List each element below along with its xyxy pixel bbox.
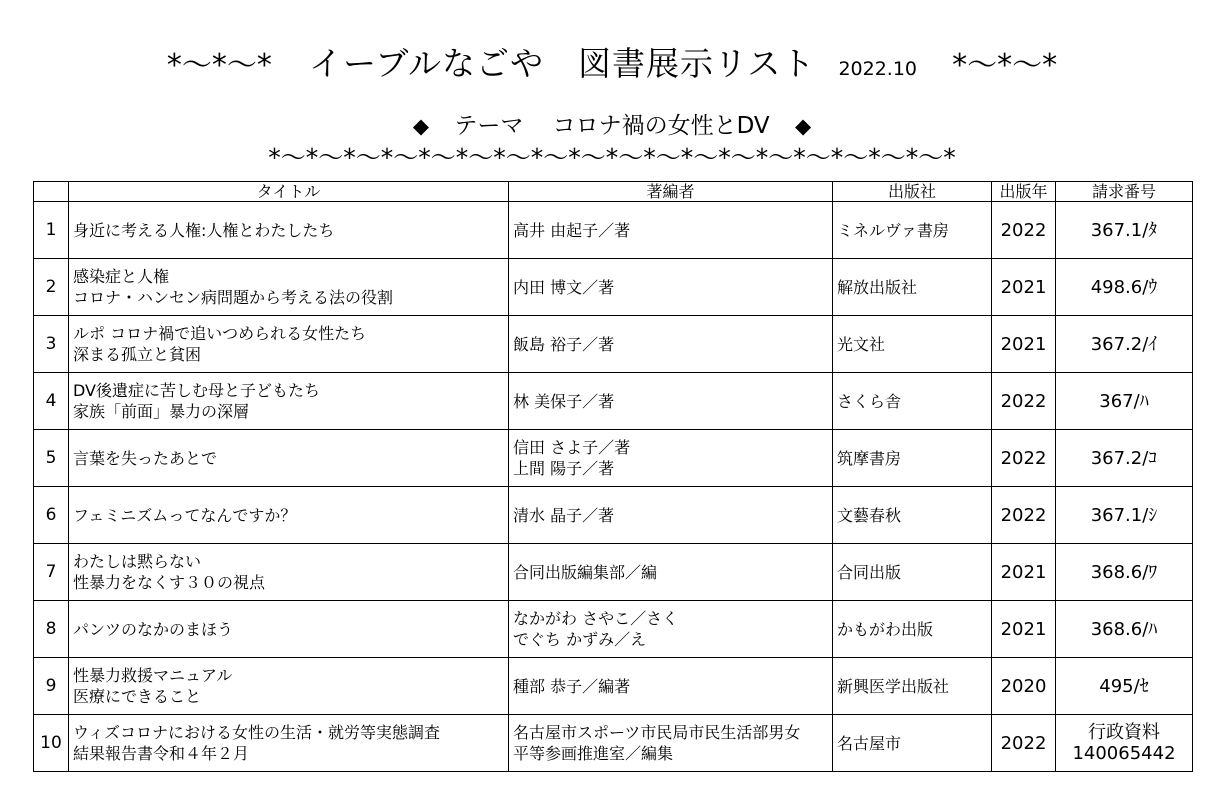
book-author-line: 平等参画推進室／編集 xyxy=(513,744,674,763)
book-year: 2022 xyxy=(992,430,1056,487)
book-publisher: 筑摩書房 xyxy=(833,430,992,487)
row-number: 7 xyxy=(34,544,69,601)
book-publisher: 名古屋市 xyxy=(833,715,992,772)
row-number: 2 xyxy=(34,259,69,316)
table-row xyxy=(34,316,1193,373)
book-call-number xyxy=(1056,715,1193,772)
book-title xyxy=(69,715,509,772)
book-call-number-line: 367.2/ｲ xyxy=(1090,333,1158,355)
book-author-line: 内田 博文／著 xyxy=(513,277,615,297)
book-title-line: 深まる孤立と貧困 xyxy=(73,345,202,364)
page-header xyxy=(0,38,1224,86)
book-title-line: コロナ・ハンセン病問題から考える法の役割 xyxy=(73,288,394,307)
decorative-divider: *〜*〜*〜*〜*〜*〜*〜*〜*〜*〜*〜*〜*〜*〜*〜*〜*〜*〜* xyxy=(268,143,956,172)
book-publisher: かもがわ出版 xyxy=(833,601,992,658)
header-year: 出版年 xyxy=(992,182,1056,202)
book-title-line: 感染症と人権 xyxy=(73,267,170,286)
book-title-line: 言葉を失ったあとで xyxy=(73,448,218,468)
table-row xyxy=(34,373,1193,430)
row-number: 4 xyxy=(34,373,69,430)
book-author-line: 種部 恭子／編著 xyxy=(513,676,631,696)
table-row xyxy=(34,259,1193,316)
book-author-line: 林 美保子／著 xyxy=(513,391,615,411)
diamond-left-icon: ◆ xyxy=(412,114,429,138)
row-number: 8 xyxy=(34,601,69,658)
table-row xyxy=(34,658,1193,715)
book-title-line: ルポ コロナ禍で追いつめられる女性たち xyxy=(73,324,367,343)
theme-label: テーマ xyxy=(454,113,524,139)
book-call-number xyxy=(1056,544,1193,601)
book-author xyxy=(509,658,833,715)
book-title-line: フェミニズムってなんですか？ xyxy=(73,505,297,525)
table-row xyxy=(34,202,1193,259)
book-year: 2022 xyxy=(992,487,1056,544)
book-author-line: なかがわ さやこ／さく xyxy=(513,609,679,628)
book-author-line: 名古屋市スポーツ市民局市民生活部男女 xyxy=(513,723,801,742)
book-year: 2021 xyxy=(992,601,1056,658)
table-row xyxy=(34,601,1193,658)
book-title xyxy=(69,259,509,316)
header-title: タイトル xyxy=(69,182,509,202)
book-year: 2021 xyxy=(992,259,1056,316)
table-body xyxy=(34,202,1193,772)
book-title-line: パンツのなかのまほう xyxy=(73,619,234,639)
book-author xyxy=(509,259,833,316)
book-author xyxy=(509,430,833,487)
book-call-number-line: 140065442 xyxy=(1072,743,1176,764)
book-list-table xyxy=(33,181,1193,772)
theme-text: コロナ禍の女性とDV xyxy=(552,113,770,139)
book-title-line: DV後遺症に苦しむ母と子どもたち xyxy=(73,381,320,400)
table-row xyxy=(34,715,1193,772)
book-call-number xyxy=(1056,316,1193,373)
book-publisher: 光文社 xyxy=(833,316,992,373)
book-author xyxy=(509,316,833,373)
book-publisher: さくら舎 xyxy=(833,373,992,430)
book-call-number-line: 367.2/ｺ xyxy=(1090,447,1158,469)
book-author-line: 合同出版編集部／編 xyxy=(513,562,658,582)
book-title-line: わたしは黙らない xyxy=(73,552,202,571)
book-call-number xyxy=(1056,259,1193,316)
table-row xyxy=(34,430,1193,487)
header-call-number: 請求番号 xyxy=(1056,182,1193,202)
book-year: 2021 xyxy=(992,544,1056,601)
book-title xyxy=(69,601,509,658)
book-title-line: 性暴力をなくす３０の視点 xyxy=(73,573,266,592)
book-call-number xyxy=(1056,430,1193,487)
book-publisher: 新興医学出版社 xyxy=(833,658,992,715)
book-call-number xyxy=(1056,202,1193,259)
book-title xyxy=(69,373,509,430)
book-publisher: ミネルヴァ書房 xyxy=(833,202,992,259)
book-author xyxy=(509,202,833,259)
book-title xyxy=(69,316,509,373)
book-title xyxy=(69,487,509,544)
row-number: 10 xyxy=(34,715,69,772)
header-no xyxy=(34,182,69,202)
book-call-number-line: 368.6/ﾜ xyxy=(1090,561,1158,583)
theme-line xyxy=(0,107,1224,139)
header-author: 著編者 xyxy=(509,182,833,202)
book-author-line: 高井 由起子／著 xyxy=(513,220,631,240)
row-number: 9 xyxy=(34,658,69,715)
row-number: 1 xyxy=(34,202,69,259)
book-author-line: 飯島 裕子／著 xyxy=(513,334,615,354)
book-year: 2022 xyxy=(992,202,1056,259)
book-call-number-line: 行政資料 xyxy=(1088,722,1160,743)
row-number: 6 xyxy=(34,487,69,544)
book-call-number-line: 495/ｾ xyxy=(1099,675,1149,697)
book-publisher: 合同出版 xyxy=(833,544,992,601)
book-publisher: 解放出版社 xyxy=(833,259,992,316)
book-call-number xyxy=(1056,658,1193,715)
book-year: 2022 xyxy=(992,373,1056,430)
book-author-line: 清水 晶子／著 xyxy=(513,505,615,525)
book-author xyxy=(509,373,833,430)
book-call-number xyxy=(1056,487,1193,544)
book-title-line: 医療にできること xyxy=(73,687,202,706)
book-publisher: 文藝春秋 xyxy=(833,487,992,544)
book-title xyxy=(69,430,509,487)
book-title-line: 身近に考える人権:人権とわたしたち xyxy=(73,220,335,240)
book-author xyxy=(509,544,833,601)
row-number: 5 xyxy=(34,430,69,487)
book-title xyxy=(69,202,509,259)
diamond-right-icon: ◆ xyxy=(794,114,812,138)
book-year: 2020 xyxy=(992,658,1056,715)
book-year: 2021 xyxy=(992,316,1056,373)
book-author-line: 信田 さよ子／著 xyxy=(513,438,631,457)
book-year: 2022 xyxy=(992,715,1056,772)
book-title-line: 結果報告書令和４年２月 xyxy=(73,744,250,763)
header-deco-right: *〜*〜* xyxy=(952,48,1058,83)
book-title xyxy=(69,658,509,715)
book-call-number xyxy=(1056,373,1193,430)
book-title-line: 性暴力救援マニュアル xyxy=(73,666,233,685)
book-call-number-line: 498.6/ｳ xyxy=(1090,276,1158,298)
book-call-number-line: 367/ﾊ xyxy=(1099,390,1149,412)
book-title xyxy=(69,544,509,601)
row-number: 3 xyxy=(34,316,69,373)
book-call-number-line: 367.1/ﾀ xyxy=(1090,219,1158,241)
table-row xyxy=(34,487,1193,544)
book-call-number xyxy=(1056,601,1193,658)
page-title: イーブルなごや 図書展示リスト xyxy=(308,44,816,83)
book-call-number-line: 368.6/ﾊ xyxy=(1090,618,1158,640)
header-date: 2022.10 xyxy=(838,58,918,80)
book-author xyxy=(509,715,833,772)
book-title-line: ウィズコロナにおける女性の生活・就労等実態調査 xyxy=(73,723,441,742)
book-author-line: 上間 陽子／著 xyxy=(513,459,615,478)
header-publisher: 出版社 xyxy=(833,182,992,202)
table-header-row xyxy=(34,182,1193,202)
book-author-line: でぐち かずみ／え xyxy=(513,630,647,649)
book-author xyxy=(509,601,833,658)
header-deco-left: *〜*〜* xyxy=(166,48,272,83)
book-title-line: 家族「前面」暴力の深層 xyxy=(73,402,250,421)
table-row xyxy=(34,544,1193,601)
book-call-number-line: 367.1/ｼ xyxy=(1090,504,1158,526)
book-author xyxy=(509,487,833,544)
